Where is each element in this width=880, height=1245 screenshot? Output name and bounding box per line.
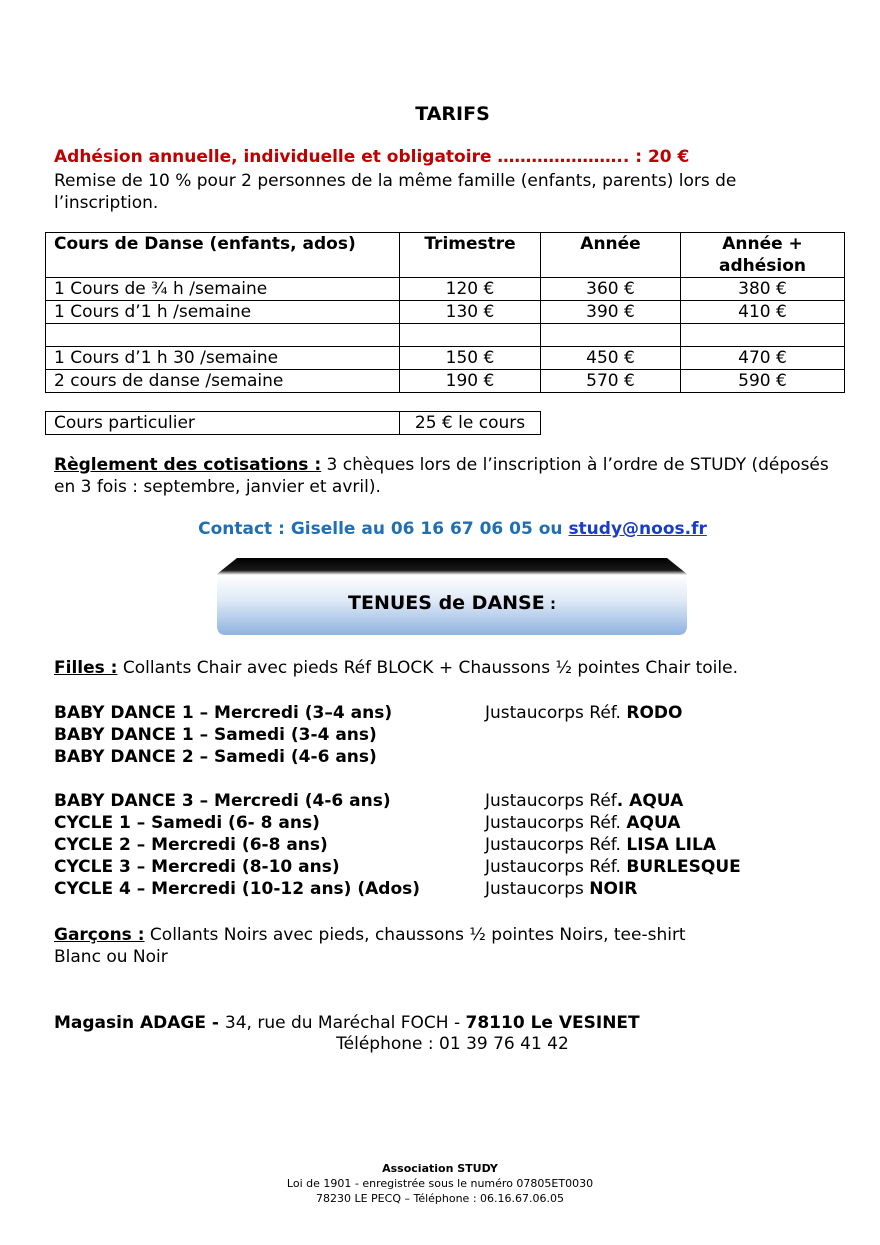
ref-value: BURLESQUE [626, 857, 741, 877]
cell-cours [46, 324, 400, 347]
cell-trimestre: 190 € [400, 370, 541, 393]
cell-trimestre [400, 324, 541, 347]
table-row [46, 370, 845, 393]
group-name: CYCLE 2 – Mercredi (6-8 ans) [54, 835, 328, 855]
table-row-empty [46, 324, 845, 347]
magasin-name: Magasin ADAGE - [54, 1013, 225, 1033]
ref-value: RODO [626, 703, 683, 723]
group-ref [485, 790, 683, 812]
garcons-text: Collants Noirs avec pieds, chaussons ½ pointes Noirs, tee-shirt [144, 925, 686, 945]
magasin-address: 34, rue du Maréchal FOCH - [224, 1013, 466, 1033]
group-ref [485, 812, 680, 834]
ref-prefix: Justaucorps Réf. [485, 813, 627, 833]
reglement-label: Règlement des cotisations : [54, 455, 322, 475]
cell-cours: 1 Cours d’1 h /semaine [46, 301, 400, 324]
particulier-row [46, 412, 541, 435]
header-annee-adhesion: Année + adhésion [681, 233, 845, 278]
ref-prefix: Justaucorps Réf. [485, 857, 627, 877]
banner-title [217, 592, 687, 614]
table-row [46, 347, 845, 370]
cell-trimestre: 130 € [400, 301, 541, 324]
ref-prefix: Justaucorps [485, 879, 590, 899]
reglement-paragraph [54, 454, 844, 498]
banner-colon: : [544, 595, 556, 613]
banner-title-text: TENUES de DANSE [348, 592, 545, 614]
tarifs-table [45, 232, 845, 393]
ref-prefix: Justaucorps Réf [485, 791, 617, 811]
garcons-line-2: Blanc ou Noir [54, 947, 168, 967]
cell-annee-adhesion: 380 € [681, 278, 845, 301]
cell-annee: 390 € [541, 301, 681, 324]
footer-address: 78230 LE PECQ – Téléphone : 06.16.67.06.05 [315, 1192, 564, 1205]
cell-trimestre: 120 € [400, 278, 541, 301]
footer-association: Association STUDY [382, 1162, 498, 1175]
ref-value: . AQUA [616, 791, 684, 811]
filles-line [54, 657, 738, 679]
cell-annee-adhesion: 590 € [681, 370, 845, 393]
garcons-line [54, 924, 686, 946]
contact-line [0, 519, 880, 539]
ref-prefix: Justaucorps Réf. [485, 835, 627, 855]
ref-value: AQUA [626, 813, 681, 833]
group-name: CYCLE 4 – Mercredi (10-12 ans) (Ados) [54, 879, 421, 899]
cell-annee: 570 € [541, 370, 681, 393]
cell-annee [541, 324, 681, 347]
table-header-row [46, 233, 845, 278]
header-trimestre: Trimestre [400, 233, 541, 278]
cell-annee: 450 € [541, 347, 681, 370]
ref-value: NOIR [589, 879, 638, 899]
group-name: BABY DANCE 1 – Samedi (3-4 ans) [54, 725, 377, 745]
cell-cours: 1 Cours de ¾ h /semaine [46, 278, 400, 301]
group-ref [485, 878, 637, 900]
contact-text: Contact : Giselle au 06 16 67 06 05 ou [198, 519, 569, 539]
cell-annee-adhesion: 470 € [681, 347, 845, 370]
contact-email-link[interactable]: study@noos.fr [568, 519, 707, 539]
group-ref [485, 834, 716, 856]
particulier-table [45, 411, 541, 435]
cell-annee-adhesion [681, 324, 845, 347]
ref-value: LISA LILA [626, 835, 716, 855]
header-annee: Année [541, 233, 681, 278]
filles-text: Collants Chair avec pieds Réf BLOCK + Chaussons ½ pointes Chair toile. [117, 658, 738, 678]
adhesion-line: Adhésion annuelle, individuelle et obligatoire ………………….. : 20 € [54, 147, 690, 167]
cell-cours: 2 cours de danse /semaine [46, 370, 400, 393]
particulier-price: 25 € le cours [400, 412, 541, 435]
table-row [46, 278, 845, 301]
ref-prefix: Justaucorps Réf. [485, 703, 627, 723]
cell-cours: 1 Cours d’1 h 30 /semaine [46, 347, 400, 370]
magasin-line [54, 1012, 640, 1034]
header-cours: Cours de Danse (enfants, ados) [46, 233, 400, 278]
group-name: BABY DANCE 1 – Mercredi (3–4 ans) [54, 703, 393, 723]
footer-loi: Loi de 1901 - enregistrée sous le numéro 07805ET0030 [286, 1177, 594, 1190]
remise-text: Remise de 10 % pour 2 personnes de la même famille (enfants, parents) lors de l’inscription. [54, 171, 737, 213]
magasin-city: 78110 Le VESINET [465, 1013, 640, 1033]
garcons-label: Garçons : [54, 925, 145, 945]
group-name: CYCLE 1 – Samedi (6- 8 ans) [54, 813, 320, 833]
particulier-label: Cours particulier [46, 412, 400, 435]
magasin-phone: Téléphone : 01 39 76 41 42 [336, 1034, 569, 1054]
group-ref [485, 702, 682, 724]
cell-annee-adhesion: 410 € [681, 301, 845, 324]
group-name: BABY DANCE 3 – Mercredi (4-6 ans) [54, 791, 391, 811]
cell-trimestre: 150 € [400, 347, 541, 370]
group-name: CYCLE 3 – Mercredi (8-10 ans) [54, 857, 340, 877]
group-ref [485, 856, 741, 878]
cell-annee: 360 € [541, 278, 681, 301]
filles-label: Filles : [54, 658, 118, 678]
page-title: TARIFS [415, 103, 490, 125]
reglement-text: 3 chèques lors de l’inscription à l’ordre de STUDY (déposés en 3 fois : septembre, janvier et avril). [54, 455, 829, 497]
table-row [46, 301, 845, 324]
group-name: BABY DANCE 2 – Samedi (4-6 ans) [54, 747, 377, 767]
